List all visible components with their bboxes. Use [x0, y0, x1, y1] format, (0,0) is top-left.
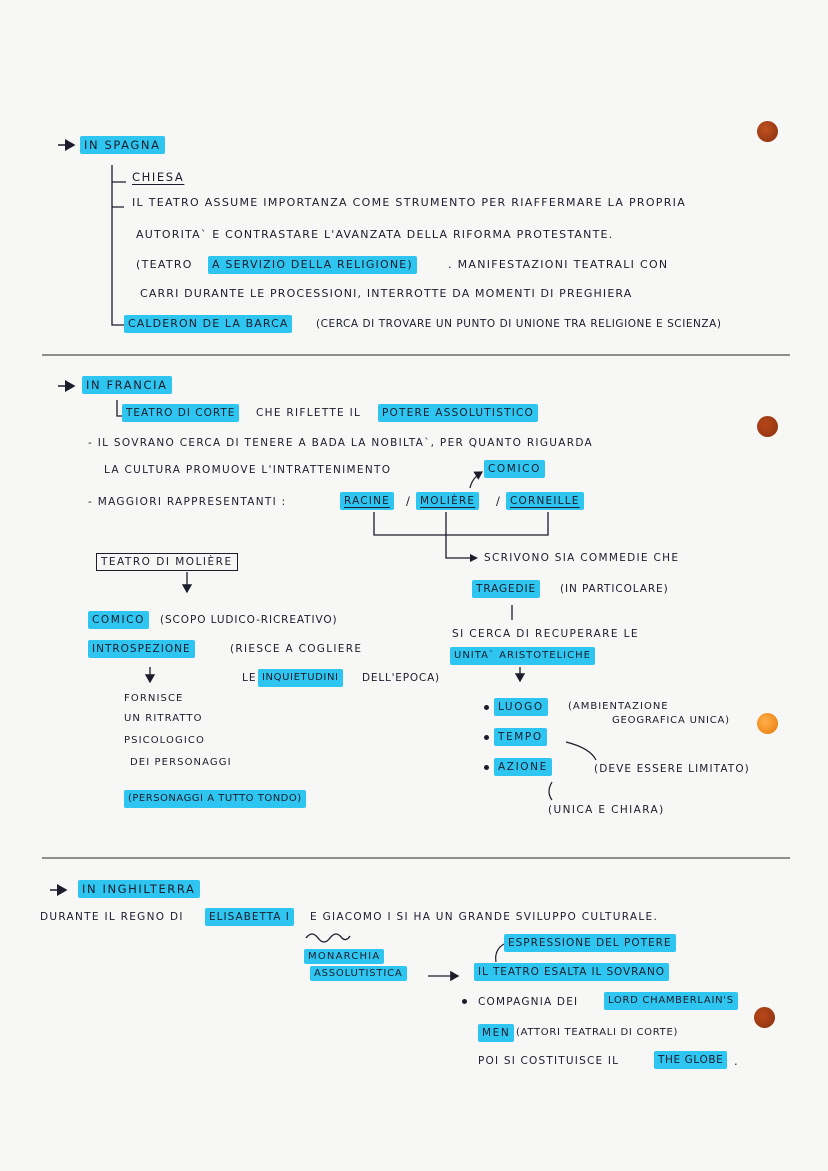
inghilterra-title: IN INGHILTERRA: [78, 880, 200, 898]
spagna-line-1: IL TEATRO ASSUME IMPORTANZA COME STRUMENTO PER RIAFFERMARE LA PROPRIA: [132, 196, 687, 209]
squiggle: [306, 934, 350, 942]
espressione-highlight: ESPRESSIONE DEL POTERE: [504, 934, 676, 952]
teatro-moliere-box: TEATRO DI MOLIÈRE: [96, 553, 238, 571]
lord-highlight: LORD CHAMBERLAIN'S: [604, 992, 738, 1010]
inquietudini-highlight: INQUIETUDINI: [258, 669, 343, 687]
bullet-icon: [484, 765, 489, 770]
curved-arrow-icon: [496, 944, 504, 962]
binder-hole-icon: [754, 1007, 775, 1028]
francia-title: IN FRANCIA: [82, 376, 172, 394]
riflette-text: CHE RIFLETTE IL: [256, 407, 362, 419]
geografica-text: GEOGRAFICA UNICA): [612, 715, 730, 726]
ambientazione-text: (AMBIENTAZIONE: [568, 701, 669, 712]
globe-highlight: THE GLOBE: [654, 1051, 727, 1069]
servizio-religione-highlight: A SERVIZIO DELLA RELIGIONE): [208, 256, 417, 274]
unita-highlight: UNITA` ARISTOTELICHE: [450, 647, 595, 665]
corneille-highlight: CORNEILLE: [506, 492, 584, 510]
deve-text: (DEVE ESSERE LIMITATO): [594, 763, 750, 775]
scopo-text: (SCOPO LUDICO-RICREATIVO): [160, 614, 338, 626]
period: .: [734, 1054, 740, 1068]
arrow-head-icon: [470, 554, 478, 562]
men-highlight: MEN: [478, 1024, 514, 1042]
chiesa-label: CHIESA: [132, 170, 185, 184]
binder-hole-icon: [757, 121, 778, 142]
luogo-highlight: LUOGO: [494, 698, 548, 716]
bullet-icon: [484, 705, 489, 710]
fornisce-line: UN RITRATTO: [124, 713, 203, 724]
francia-line-2: LA CULTURA PROMUOVE L'INTRATTENIMENTO: [104, 464, 392, 476]
spagna-title: IN SPAGNA: [80, 136, 165, 154]
potere-highlight: POTERE ASSOLUTISTICO: [378, 404, 538, 422]
calderon-highlight: CALDERON DE LA BARCA: [124, 315, 292, 333]
tragedie-highlight: TRAGEDIE: [472, 580, 540, 598]
azione-highlight: AZIONE: [494, 758, 552, 776]
binder-hole-icon: [757, 416, 778, 437]
author-separator: /: [496, 494, 502, 508]
bullet-icon: [484, 735, 489, 740]
rappresentanti-label: - MAGGIORI RAPPRESENTANTI :: [88, 496, 287, 508]
teatro-corte-highlight: TEATRO DI CORTE: [122, 404, 239, 422]
tempo-highlight: TEMPO: [494, 728, 547, 746]
unica-text: (UNICA E CHIARA): [548, 804, 665, 816]
fornisce-line: DEI PERSONAGGI: [130, 757, 232, 768]
bullet-icon: [462, 999, 467, 1004]
giacomo-text: E GIACOMO I SI HA UN GRANDE SVILUPPO CULTURALE.: [310, 911, 659, 923]
spagna-line-2: AUTORITA` E CONTRASTARE L'AVANZATA DELLA RIFORMA PROTESTANTE.: [136, 228, 614, 241]
francia-line-1: - IL SOVRANO CERCA DI TENERE A BADA LA NOBILTA`, PER QUANTO RIGUARDA: [88, 437, 594, 449]
monarchia-highlight: MONARCHIA: [304, 949, 384, 964]
moliere-highlight: MOLIÈRE: [416, 492, 479, 510]
fornisce-line: FORNISCE: [124, 693, 184, 704]
racine-highlight: RACINE: [340, 492, 394, 510]
poi-text: POI SI COSTITUISCE IL: [478, 1055, 620, 1067]
spagna-line-4: CARRI DURANTE LE PROCESSIONI, INTERROTTE DA MOMENTI DI PREGHIERA: [140, 287, 633, 300]
compagnia-text: COMPAGNIA DEI: [478, 996, 579, 1008]
comico-highlight: COMICO: [88, 611, 149, 629]
assolutistica-highlight: ASSOLUTISTICA: [310, 966, 407, 981]
spagna-line-3-pre: (TEATRO: [136, 258, 193, 271]
author-separator: /: [406, 494, 412, 508]
brace: [549, 782, 552, 800]
fornisce-line: PSICOLOGICO: [124, 735, 205, 746]
personaggi-highlight: (PERSONAGGI A TUTTO TONDO): [124, 790, 306, 808]
durante-text: DURANTE IL REGNO DI: [40, 911, 184, 923]
binder-hole-icon: [757, 713, 778, 734]
scrivono-text: SCRIVONO SIA COMMEDIE CHE: [484, 552, 680, 564]
riesce-text: (RIESCE A COGLIERE: [230, 643, 363, 655]
le-text: LE: [242, 672, 257, 684]
curved-arrow-icon: [470, 472, 482, 488]
spagna-bracket: [112, 165, 126, 325]
attori-text: (ATTORI TEATRALI DI CORTE): [516, 1027, 679, 1038]
si-cerca-text: SI CERCA DI RECUPERARE LE: [452, 628, 639, 640]
elisabetta-highlight: ELISABETTA I: [205, 908, 294, 926]
calderon-note: (CERCA DI TROVARE UN PUNTO DI UNIONE TRA RELIGIONE E SCIENZA): [316, 318, 722, 330]
teatro-esalta-highlight: IL TEATRO ESALTA IL SOVRANO: [474, 963, 669, 981]
spagna-line-3-post: . MANIFESTAZIONI TEATRALI CON: [448, 258, 669, 271]
brace: [566, 742, 596, 760]
epoca-text: DELL'EPOCA): [362, 672, 440, 684]
comico-top-highlight: COMICO: [484, 460, 545, 478]
introspezione-highlight: INTROSPEZIONE: [88, 640, 195, 658]
particolare-text: (IN PARTICOLARE): [560, 583, 669, 595]
